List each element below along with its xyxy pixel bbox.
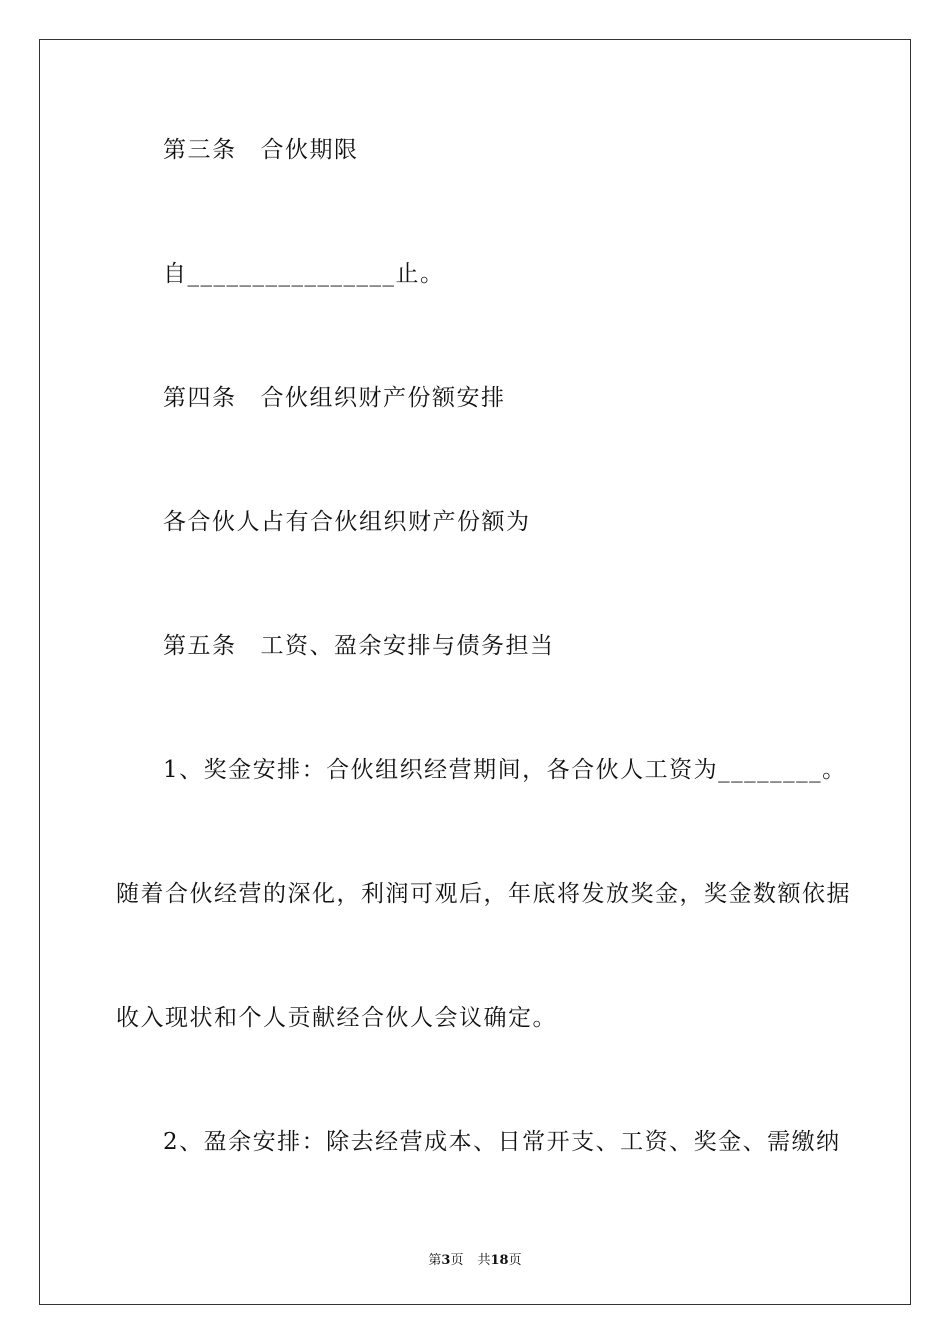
article-4-title: 合伙组织财产份额安排 <box>260 385 506 411</box>
footer-page-prefix: 第 <box>428 1253 442 1268</box>
share-line: 各合伙人占有合伙组织财产份额为 <box>163 509 531 535</box>
footer-total-suffix: 页 <box>508 1253 522 1268</box>
page-footer <box>0 1249 950 1268</box>
article-5-number: 第五条 <box>163 633 237 659</box>
article-3-heading <box>163 139 359 162</box>
article-3-number: 第三条 <box>163 137 237 163</box>
term-line: 自________________止。 <box>163 261 445 287</box>
page-border <box>39 39 911 1305</box>
article-4-heading <box>163 387 506 410</box>
footer-total-pages: 18 <box>490 1253 509 1268</box>
article-3-title: 合伙期限 <box>260 137 359 163</box>
bonus-paragraph-line-2: 随着合伙经营的深化，利润可观后，年底将发放奖金，奖金数额依据 <box>116 881 851 907</box>
article-5-heading <box>163 635 555 658</box>
surplus-paragraph-line-1: 2、盈余安排：除去经营成本、日常开支、工资、奖金、需缴纳 <box>163 1129 841 1155</box>
bonus-paragraph-line-3: 收入现状和个人贡献经合伙人会议确定。 <box>116 1005 557 1031</box>
footer-page-suffix: 页 <box>450 1253 464 1268</box>
article-4-number: 第四条 <box>163 385 237 411</box>
bonus-paragraph-line-1: 1、奖金安排：合伙组织经营期间，各合伙人工资为________。 <box>163 757 847 783</box>
footer-page-number: 3 <box>441 1253 451 1268</box>
article-5-title: 工资、盈余安排与债务担当 <box>260 633 555 659</box>
footer-total-prefix: 共 <box>477 1253 491 1268</box>
